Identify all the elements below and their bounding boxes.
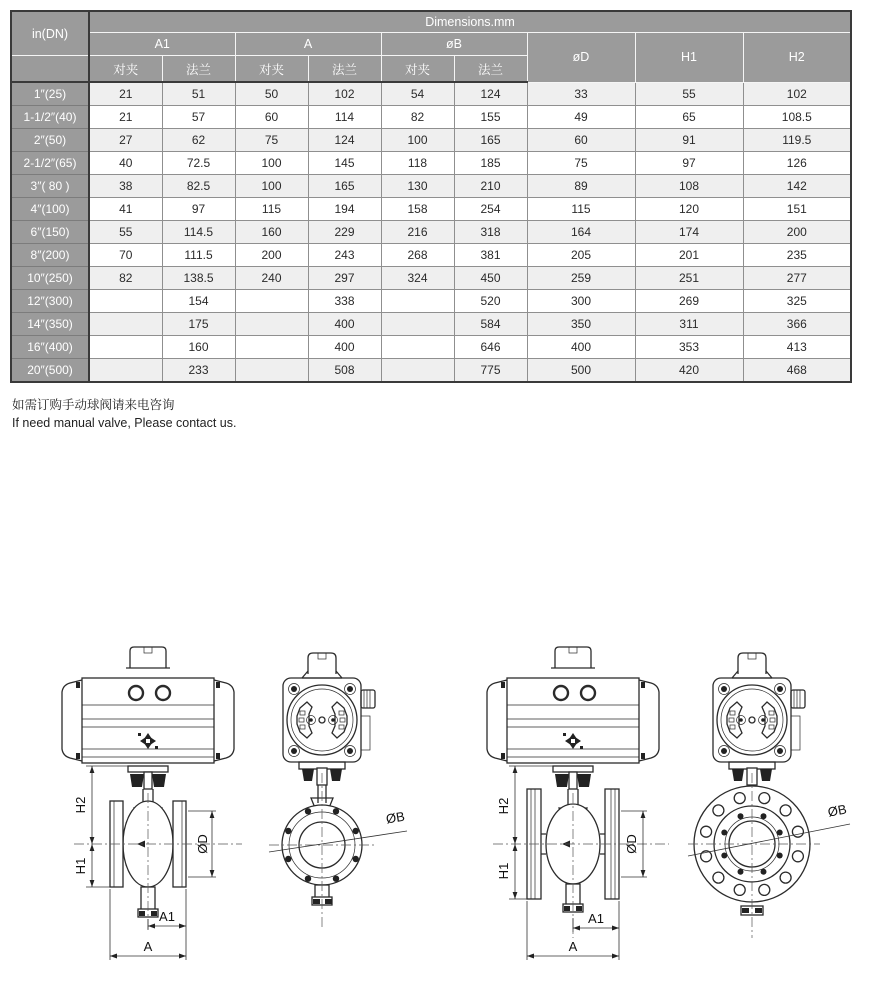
- dimension-cell: 155: [454, 106, 527, 129]
- row-size-label: 1″(25): [11, 82, 89, 106]
- dimension-cell: 70: [89, 244, 162, 267]
- row-size-label: 3″( 80 ): [11, 175, 89, 198]
- dimension-cell: 130: [381, 175, 454, 198]
- dimension-cell: 268: [381, 244, 454, 267]
- dimension-cell: 185: [454, 152, 527, 175]
- dimension-cell: [235, 336, 308, 359]
- dimension-cell: 160: [162, 336, 235, 359]
- dimension-cell: 51: [162, 82, 235, 106]
- dimension-cell: 97: [635, 152, 743, 175]
- row-size-label: 16″(400): [11, 336, 89, 359]
- dimension-cell: 400: [308, 313, 381, 336]
- table-row: [11, 244, 851, 267]
- corner-header: in(DN): [11, 11, 89, 56]
- dimension-cell: 324: [381, 267, 454, 290]
- dimension-cell: 115: [527, 198, 635, 221]
- sub-header-flange: 法兰: [308, 56, 381, 83]
- dimension-cell: 100: [235, 152, 308, 175]
- dimension-cell: 500: [527, 359, 635, 383]
- dimension-cell: 145: [308, 152, 381, 175]
- dimension-cell: 114.5: [162, 221, 235, 244]
- dimension-cell: 165: [308, 175, 381, 198]
- col-header-h2: H2: [743, 33, 851, 83]
- col-header-od: øD: [527, 33, 635, 83]
- dimension-cell: 520: [454, 290, 527, 313]
- col-group-a: A: [235, 33, 381, 56]
- dimension-cell: 318: [454, 221, 527, 244]
- dimension-cell: 311: [635, 313, 743, 336]
- dimension-cell: 646: [454, 336, 527, 359]
- col-header-h1: H1: [635, 33, 743, 83]
- dimension-cell: 400: [308, 336, 381, 359]
- row-size-label: 4″(100): [11, 198, 89, 221]
- dimension-cell: 115: [235, 198, 308, 221]
- dimension-cell: 174: [635, 221, 743, 244]
- table-row: [11, 221, 851, 244]
- dimension-cell: 413: [743, 336, 851, 359]
- dimension-cell: 584: [454, 313, 527, 336]
- dim-label-ob: ØB: [826, 801, 848, 820]
- row-size-label: 2″(50): [11, 129, 89, 152]
- dimension-cell: [89, 359, 162, 383]
- dimension-cell: 366: [743, 313, 851, 336]
- dimension-cell: 100: [235, 175, 308, 198]
- header-row-groups: [11, 33, 851, 56]
- flange-valve-side-drawing: [455, 638, 680, 984]
- dimension-cell: 259: [527, 267, 635, 290]
- dimension-cell: 126: [743, 152, 851, 175]
- dimension-cell: 75: [527, 152, 635, 175]
- dimension-cell: 82.5: [162, 175, 235, 198]
- dimension-cell: 353: [635, 336, 743, 359]
- row-size-label: 14″(350): [11, 313, 89, 336]
- dimension-cell: 254: [454, 198, 527, 221]
- dimension-cell: 50: [235, 82, 308, 106]
- dimension-cell: 91: [635, 129, 743, 152]
- dimension-cell: 251: [635, 267, 743, 290]
- dimension-cell: 201: [635, 244, 743, 267]
- dim-label-od: ØD: [195, 834, 210, 854]
- dimension-cell: [235, 313, 308, 336]
- dimension-cell: 210: [454, 175, 527, 198]
- dimension-cell: 65: [635, 106, 743, 129]
- dimension-cell: 200: [743, 221, 851, 244]
- dimension-cell: 33: [527, 82, 635, 106]
- table-row: [11, 82, 851, 106]
- dim-label-h1: H1: [73, 857, 88, 875]
- row-size-label: 6″(150): [11, 221, 89, 244]
- dimension-cell: 21: [89, 106, 162, 129]
- dimension-table: [10, 10, 852, 383]
- dimension-cell: 82: [89, 267, 162, 290]
- dimension-cell: [235, 290, 308, 313]
- dimension-cell: 381: [454, 244, 527, 267]
- dimension-cell: 108: [635, 175, 743, 198]
- dimension-cell: [381, 359, 454, 383]
- dimension-cell: 468: [743, 359, 851, 383]
- dimension-cell: 229: [308, 221, 381, 244]
- table-row: [11, 198, 851, 221]
- dimension-cell: 124: [308, 129, 381, 152]
- dimension-cell: 102: [743, 82, 851, 106]
- table-row: [11, 336, 851, 359]
- dimension-cell: 108.5: [743, 106, 851, 129]
- dimension-cell: 60: [235, 106, 308, 129]
- dimension-cell: 158: [381, 198, 454, 221]
- dimension-table-body: [11, 82, 851, 382]
- dimension-cell: 350: [527, 313, 635, 336]
- dimension-cell: 325: [743, 290, 851, 313]
- dimension-cell: 72.5: [162, 152, 235, 175]
- dimension-cell: [89, 313, 162, 336]
- dimension-cell: [381, 290, 454, 313]
- dimension-cell: 243: [308, 244, 381, 267]
- table-row: [11, 267, 851, 290]
- table-row: [11, 175, 851, 198]
- table-row: [11, 290, 851, 313]
- note-text-en: If need manual valve, Please contact us.: [12, 416, 237, 431]
- dimension-cell: 55: [635, 82, 743, 106]
- row-size-label: 1-1/2″(40): [11, 106, 89, 129]
- note-block: [12, 396, 236, 432]
- dimension-cell: 97: [162, 198, 235, 221]
- dimension-cell: 40: [89, 152, 162, 175]
- dimension-cell: 240: [235, 267, 308, 290]
- dimension-cell: 21: [89, 82, 162, 106]
- sub-header-wafer: 对夹: [235, 56, 308, 83]
- row-size-label: 10″(250): [11, 267, 89, 290]
- dimension-cell: 111.5: [162, 244, 235, 267]
- table-title: Dimensions.mm: [89, 11, 851, 33]
- dimension-cell: 49: [527, 106, 635, 129]
- table-row: [11, 359, 851, 383]
- dimension-cell: 118: [381, 152, 454, 175]
- dimension-cell: 27: [89, 129, 162, 152]
- table-row: [11, 106, 851, 129]
- dimension-cell: 114: [308, 106, 381, 129]
- col-group-ob: øB: [381, 33, 527, 56]
- dimension-cell: [381, 336, 454, 359]
- dimension-cell: 235: [743, 244, 851, 267]
- dimension-cell: [381, 313, 454, 336]
- dimension-cell: 450: [454, 267, 527, 290]
- dimension-cell: 420: [635, 359, 743, 383]
- technical-drawings-section: [0, 638, 877, 984]
- dimension-cell: 175: [162, 313, 235, 336]
- dimension-cell: 151: [743, 198, 851, 221]
- dimension-cell: 60: [527, 129, 635, 152]
- dimension-table-section: [10, 10, 852, 383]
- dimension-cell: 154: [162, 290, 235, 313]
- dimension-cell: 142: [743, 175, 851, 198]
- dimension-cell: [89, 336, 162, 359]
- corner-spacer: [11, 56, 89, 83]
- table-row: [11, 313, 851, 336]
- sub-header-wafer: 对夹: [381, 56, 454, 83]
- dim-label-a1: A1: [588, 911, 604, 926]
- dim-label-h2: H2: [73, 796, 88, 814]
- dimension-cell: 138.5: [162, 267, 235, 290]
- col-group-a1: A1: [89, 33, 235, 56]
- dimension-cell: 100: [381, 129, 454, 152]
- dim-label-a: A: [568, 939, 578, 954]
- dimension-cell: 277: [743, 267, 851, 290]
- row-size-label: 12″(300): [11, 290, 89, 313]
- dimension-cell: [235, 359, 308, 383]
- wafer-valve-side-drawing: [30, 638, 255, 984]
- table-row: [11, 129, 851, 152]
- row-size-label: 8″(200): [11, 244, 89, 267]
- row-size-label: 2-1/2″(65): [11, 152, 89, 175]
- dimension-cell: [89, 290, 162, 313]
- dimension-cell: 120: [635, 198, 743, 221]
- dimension-cell: 62: [162, 129, 235, 152]
- table-row: [11, 152, 851, 175]
- dim-label-od: ØD: [624, 834, 639, 854]
- dimension-cell: 400: [527, 336, 635, 359]
- dimension-cell: 55: [89, 221, 162, 244]
- dimension-cell: 508: [308, 359, 381, 383]
- dimension-cell: 200: [235, 244, 308, 267]
- dimension-cell: 82: [381, 106, 454, 129]
- row-size-label: 20″(500): [11, 359, 89, 383]
- header-row-title: [11, 11, 851, 33]
- dimension-cell: 338: [308, 290, 381, 313]
- sub-header-flange: 法兰: [454, 56, 527, 83]
- dimension-cell: 89: [527, 175, 635, 198]
- dimension-cell: 165: [454, 129, 527, 152]
- dimension-cell: 297: [308, 267, 381, 290]
- dimension-cell: 300: [527, 290, 635, 313]
- dim-label-a: A: [143, 939, 153, 954]
- dimension-cell: 57: [162, 106, 235, 129]
- note-text-zh: 如需订购手动球阀请来电咨询: [12, 398, 175, 412]
- dimension-cell: 102: [308, 82, 381, 106]
- dimension-cell: 205: [527, 244, 635, 267]
- dim-label-a1: A1: [159, 909, 175, 924]
- sub-header-wafer: 对夹: [89, 56, 162, 83]
- dimension-cell: 38: [89, 175, 162, 198]
- wafer-valve-front-drawing: [255, 638, 450, 984]
- dimension-cell: 54: [381, 82, 454, 106]
- dimension-cell: 233: [162, 359, 235, 383]
- dim-label-h1: H1: [496, 862, 511, 880]
- dimension-cell: 194: [308, 198, 381, 221]
- sub-header-flange: 法兰: [162, 56, 235, 83]
- flange-valve-front-drawing: [680, 638, 877, 984]
- dimension-cell: 160: [235, 221, 308, 244]
- dim-label-ob: ØB: [384, 808, 406, 827]
- dimension-cell: 269: [635, 290, 743, 313]
- dimension-cell: 216: [381, 221, 454, 244]
- dimension-cell: 775: [454, 359, 527, 383]
- dimension-cell: 75: [235, 129, 308, 152]
- dimension-cell: 119.5: [743, 129, 851, 152]
- dim-label-h2: H2: [496, 797, 511, 815]
- dimension-cell: 41: [89, 198, 162, 221]
- dimension-cell: 124: [454, 82, 527, 106]
- dimension-cell: 164: [527, 221, 635, 244]
